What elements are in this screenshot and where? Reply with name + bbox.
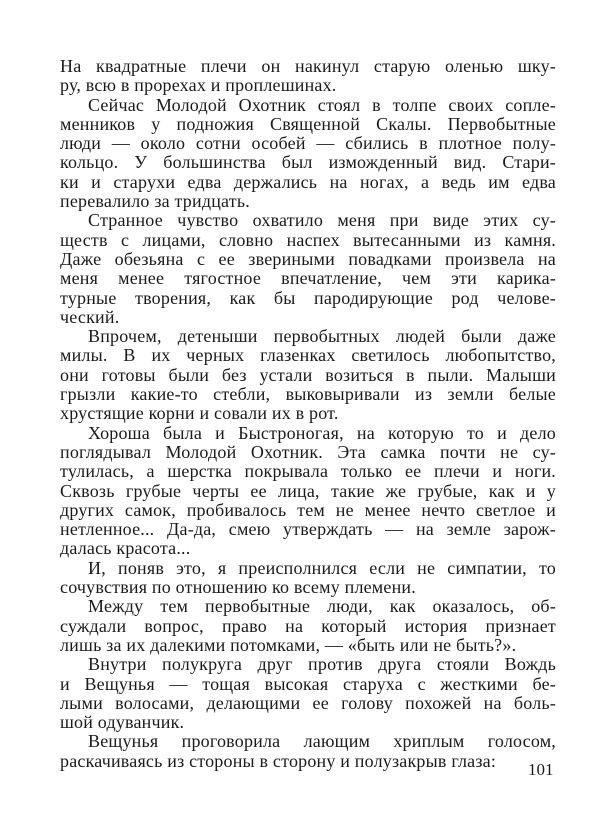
text-line: меня менее тягостное впечатление, чем эти карика-	[60, 268, 556, 289]
text-line: поглядывал Молодой Охотник. Эта самка почти не су-	[60, 441, 556, 462]
text-line: Сейчас Молодой Охотник стоял в толпе своих сопле-	[88, 94, 556, 115]
text-line: ществ с лицами, словно наспех вытесанными из камня.	[60, 229, 556, 250]
book-page-body	[60, 57, 556, 771]
text-line: нетленное... Да-да, смею утверждать — на земле зарож-	[60, 519, 556, 540]
paragraph	[60, 211, 556, 327]
text-line: Вещунья проговорила лающим хриплым голосом,	[88, 731, 556, 752]
text-line: турные творения, как бы пародирующие род челове-	[60, 287, 556, 308]
paragraph	[60, 424, 556, 559]
text-line: и Вещунья — тощая высокая старуха с жесткими бе-	[60, 673, 556, 694]
text-line: Хороша была и Быстроногая, на которую то и дело	[88, 422, 556, 443]
paragraph	[60, 655, 556, 732]
text-line: менников у подножия Священной Скалы. Первобытные	[60, 113, 556, 134]
text-line: Впрочем, детеныши первобытных людей были даже	[88, 326, 556, 347]
paragraph	[60, 57, 556, 96]
text-line: И, поняв это, я преисполнился если не симпатии, то	[88, 557, 556, 578]
text-line: раскачиваясь из стороны в сторону и полузакрыв глаза:	[60, 750, 497, 771]
text-line: шой одуванчик.	[60, 712, 185, 733]
text-line: грызли какие-то стебли, выковыривали из земли белые	[60, 384, 556, 405]
text-line: других самок, пробивалось тем не менее нечто светлое и	[60, 499, 556, 520]
text-line: люди — около сотни особей — сбились в плотное полу-	[60, 133, 556, 154]
text-line: На квадратные плечи он накинул старую оленью шку-	[60, 56, 556, 76]
text-line: тулилась, а шерстка покрывала только ее плечи и ноги.	[60, 461, 556, 482]
text-line: хрустящие корни и совали их в рот.	[60, 403, 339, 424]
text-line: Даже обезьяна с ее звериными повадками произвела на	[60, 248, 556, 269]
paragraph	[60, 96, 556, 212]
text-line: кольцо. У большинства был изможденный вид. Стари-	[60, 152, 556, 173]
text-line: лишь за их далекими потомками, — «быть или не быть?».	[60, 634, 517, 655]
text-line: суждали вопрос, право на который история признает	[60, 615, 556, 636]
text-line: ки и старухи едва держались на ногах, а ведь им едва	[60, 171, 556, 192]
text-line: Странное чувство охватило меня при виде этих су-	[88, 210, 556, 231]
text-line: Сквозь грубые черты ее лица, такие же грубые, как и у	[60, 480, 556, 501]
text-line: сочувствия по отношению ко всему племени.	[60, 577, 416, 598]
page-number: 101	[528, 760, 554, 779]
text-line: милы. В их черных глазенках светилось любопытство,	[60, 345, 556, 366]
text-line: Между тем первобытные люди, как оказалось, об-	[88, 596, 556, 617]
text-line: Внутри полукруга друг против друга стояли Вождь	[88, 654, 556, 675]
text-line: ру, всю в прорехах и проплешинах.	[60, 75, 337, 96]
text-line: перевалило за тридцать.	[60, 191, 250, 212]
paragraph	[60, 732, 556, 771]
paragraph	[60, 327, 556, 423]
paragraph	[60, 559, 556, 598]
text-line: ческий.	[60, 306, 120, 327]
paragraph	[60, 597, 556, 655]
text-line: лыми волосами, делающими ее голову похожей на боль-	[60, 692, 556, 713]
text-line: они готовы были без устали возиться в пыли. Малыши	[60, 364, 556, 385]
text-line: далась красота...	[60, 538, 191, 559]
